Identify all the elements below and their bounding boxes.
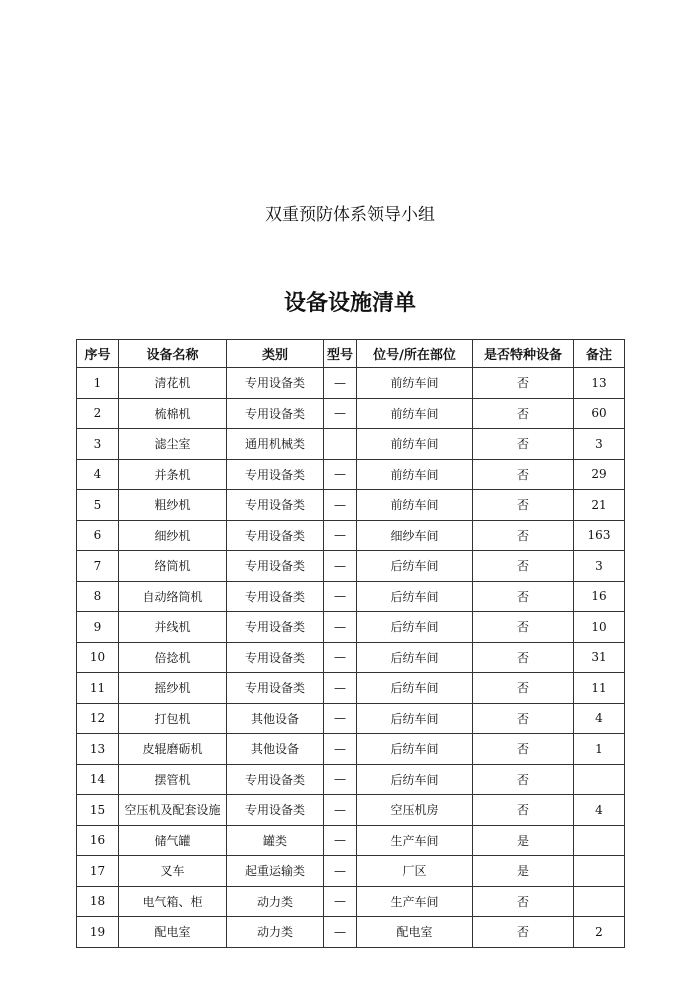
cell-remarks: 13 [574,368,625,399]
cell-category: 专用设备类 [227,398,324,429]
cell-special-equipment: 否 [473,734,574,765]
cell-category: 专用设备类 [227,764,324,795]
cell-model: — [324,673,357,704]
cell-location: 前纺车间 [357,398,473,429]
table-row [77,368,625,399]
cell-location: 生产车间 [357,825,473,856]
cell-location: 后纺车间 [357,642,473,673]
cell-location: 厂区 [357,856,473,887]
cell-special-equipment: 否 [473,642,574,673]
cell-model: — [324,551,357,582]
cell-category: 专用设备类 [227,642,324,673]
cell-index: 2 [77,398,119,429]
cell-remarks: 11 [574,673,625,704]
table-row [77,459,625,490]
cell-index: 13 [77,734,119,765]
cell-category: 专用设备类 [227,551,324,582]
cell-remarks [574,764,625,795]
table-row [77,520,625,551]
cell-model: — [324,612,357,643]
cell-location: 前纺车间 [357,429,473,460]
cell-equipment-name: 倍捻机 [119,642,227,673]
cell-special-equipment: 否 [473,886,574,917]
cell-model: — [324,581,357,612]
cell-index: 4 [77,459,119,490]
cell-location: 后纺车间 [357,764,473,795]
cell-category: 专用设备类 [227,459,324,490]
cell-index: 19 [77,917,119,948]
cell-remarks: 29 [574,459,625,490]
cell-special-equipment: 否 [473,429,574,460]
cell-index: 17 [77,856,119,887]
cell-index: 5 [77,490,119,521]
cell-equipment-name: 空压机及配套设施 [119,795,227,826]
cell-equipment-name: 并线机 [119,612,227,643]
cell-model: — [324,459,357,490]
page-title: 设备设施清单 [283,290,416,316]
cell-category: 专用设备类 [227,581,324,612]
table-row [77,490,625,521]
cell-category: 专用设备类 [227,673,324,704]
cell-equipment-name: 电气箱、柜 [119,886,227,917]
cell-location: 后纺车间 [357,581,473,612]
cell-remarks: 16 [574,581,625,612]
cell-equipment-name: 自动络筒机 [119,581,227,612]
table-row [77,398,625,429]
cell-category: 专用设备类 [227,795,324,826]
cell-index: 10 [77,642,119,673]
cell-model [324,429,357,460]
cell-location: 空压机房 [357,795,473,826]
cell-location: 后纺车间 [357,551,473,582]
table-row [77,795,625,826]
cell-remarks [574,856,625,887]
table-row [77,856,625,887]
column-header-equipment-name: 设备名称 [119,340,227,368]
table-row [77,734,625,765]
table-row [77,612,625,643]
cell-model: — [324,795,357,826]
cell-category: 专用设备类 [227,612,324,643]
cell-equipment-name: 摇纱机 [119,673,227,704]
cell-model: — [324,368,357,399]
cell-category: 通用机械类 [227,429,324,460]
cell-equipment-name: 配电室 [119,917,227,948]
cell-special-equipment: 否 [473,795,574,826]
cell-special-equipment: 否 [473,581,574,612]
cell-category: 专用设备类 [227,368,324,399]
cell-category: 专用设备类 [227,520,324,551]
cell-special-equipment: 否 [473,490,574,521]
table-row [77,581,625,612]
cell-category: 罐类 [227,825,324,856]
cell-equipment-name: 粗纱机 [119,490,227,521]
cell-index: 3 [77,429,119,460]
cell-equipment-name: 细纱机 [119,520,227,551]
column-header-remarks: 备注 [574,340,625,368]
cell-model: — [324,856,357,887]
table-row [77,825,625,856]
cell-remarks: 60 [574,398,625,429]
cell-location: 后纺车间 [357,673,473,704]
cell-index: 7 [77,551,119,582]
cell-model: — [324,825,357,856]
table-row [77,917,625,948]
table-row [77,764,625,795]
cell-location: 生产车间 [357,886,473,917]
cell-category: 其他设备 [227,703,324,734]
cell-location: 前纺车间 [357,368,473,399]
table-row [77,886,625,917]
column-header-category: 类别 [227,340,324,368]
column-header-index: 序号 [77,340,119,368]
cell-category: 动力类 [227,917,324,948]
cell-equipment-name: 络筒机 [119,551,227,582]
cell-index: 15 [77,795,119,826]
table-row [77,642,625,673]
cell-location: 细纱车间 [357,520,473,551]
cell-remarks: 163 [574,520,625,551]
cell-equipment-name: 摆管机 [119,764,227,795]
cell-model: — [324,398,357,429]
cell-remarks [574,886,625,917]
cell-special-equipment: 否 [473,398,574,429]
cell-index: 11 [77,673,119,704]
cell-model: — [324,490,357,521]
cell-remarks: 3 [574,429,625,460]
cell-special-equipment: 否 [473,917,574,948]
cell-category: 动力类 [227,886,324,917]
cell-location: 后纺车间 [357,612,473,643]
cell-special-equipment: 否 [473,368,574,399]
cell-index: 1 [77,368,119,399]
cell-index: 8 [77,581,119,612]
cell-remarks: 2 [574,917,625,948]
cell-remarks [574,825,625,856]
cell-category: 专用设备类 [227,490,324,521]
cell-equipment-name: 清花机 [119,368,227,399]
cell-equipment-name: 皮辊磨砺机 [119,734,227,765]
cell-special-equipment: 否 [473,459,574,490]
table-row [77,429,625,460]
cell-model: — [324,764,357,795]
cell-index: 9 [77,612,119,643]
column-header-model: 型号 [324,340,357,368]
cell-special-equipment: 否 [473,551,574,582]
cell-remarks: 4 [574,795,625,826]
cell-category: 起重运输类 [227,856,324,887]
cell-special-equipment: 否 [473,764,574,795]
cell-special-equipment: 是 [473,825,574,856]
cell-location: 后纺车间 [357,734,473,765]
cell-model: — [324,642,357,673]
table-header-row [77,340,625,368]
table-row [77,703,625,734]
cell-model: — [324,734,357,765]
cell-remarks: 1 [574,734,625,765]
cell-model: — [324,520,357,551]
cell-location: 前纺车间 [357,459,473,490]
equipment-table [76,339,625,948]
cell-equipment-name: 滤尘室 [119,429,227,460]
cell-remarks: 3 [574,551,625,582]
cell-remarks: 21 [574,490,625,521]
cell-index: 6 [77,520,119,551]
cell-index: 14 [77,764,119,795]
cell-model: — [324,886,357,917]
cell-equipment-name: 打包机 [119,703,227,734]
cell-index: 12 [77,703,119,734]
cell-location: 配电室 [357,917,473,948]
cell-model: — [324,703,357,734]
cell-location: 后纺车间 [357,703,473,734]
column-header-location: 位号/所在部位 [357,340,473,368]
group-heading: 双重预防体系领导小组 [265,205,435,225]
cell-special-equipment: 是 [473,856,574,887]
cell-remarks: 10 [574,612,625,643]
column-header-special-equipment: 是否特种设备 [473,340,574,368]
cell-equipment-name: 储气罐 [119,825,227,856]
cell-equipment-name: 梳棉机 [119,398,227,429]
table-row [77,673,625,704]
cell-index: 18 [77,886,119,917]
cell-equipment-name: 叉车 [119,856,227,887]
cell-location: 前纺车间 [357,490,473,521]
cell-special-equipment: 否 [473,612,574,643]
cell-remarks: 31 [574,642,625,673]
cell-special-equipment: 否 [473,673,574,704]
cell-model: — [324,917,357,948]
cell-special-equipment: 否 [473,703,574,734]
cell-category: 其他设备 [227,734,324,765]
cell-equipment-name: 并条机 [119,459,227,490]
table-row [77,551,625,582]
cell-remarks: 4 [574,703,625,734]
cell-special-equipment: 否 [473,520,574,551]
cell-index: 16 [77,825,119,856]
